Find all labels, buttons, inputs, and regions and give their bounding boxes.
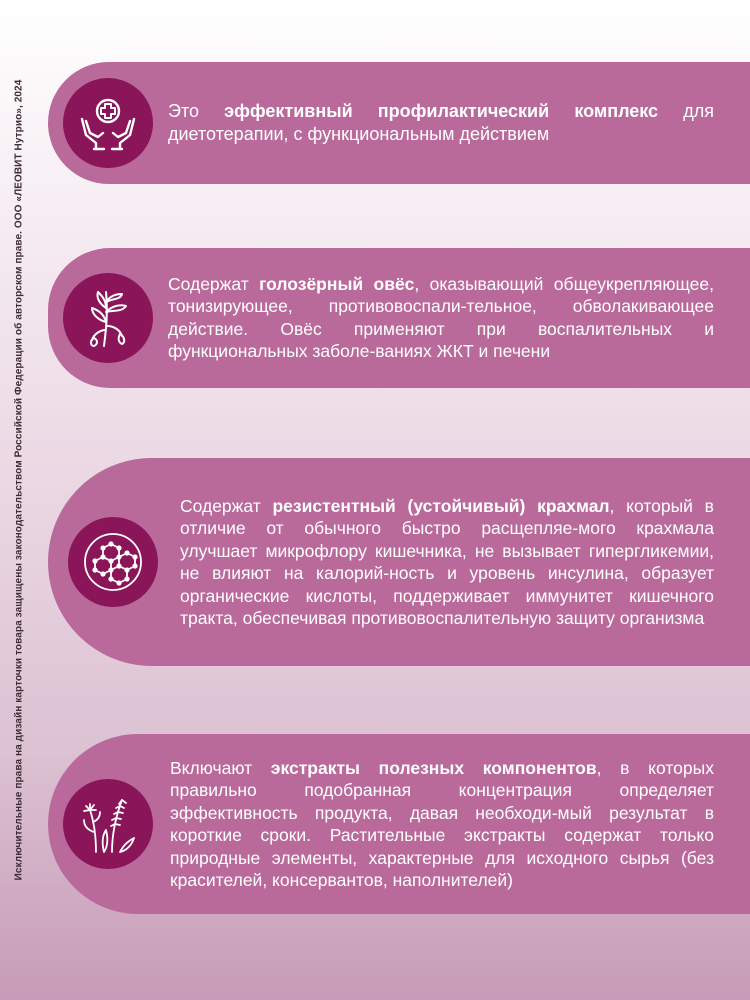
medical-hands-icon xyxy=(76,91,140,155)
card-text: Это эффективный профилактический комплекс для диетотерапии, с функциональным действием xyxy=(168,100,714,144)
icon-circle xyxy=(63,78,153,168)
feature-card-oats xyxy=(48,248,750,388)
feature-card-resistant-starch xyxy=(48,458,750,666)
card-text: Содержат резистентный (устойчивый) крахмал, который в отличие от обычного быстро расщепляе-мого крахмала улучшает микрофлору кишечника, не вызывает гипергликемии, не влияют на калорий-ность и уровень инсулина, образует органические кислоты, поддерживает иммунитет кишечного тракта, обеспечивая противовоспалительную защиту организма xyxy=(180,495,714,628)
herbs-icon xyxy=(76,792,140,856)
card-highlight: экстракты полезных компонентов xyxy=(270,757,597,778)
card-highlight: резистентный (устойчивый) крахмал xyxy=(272,495,610,516)
card-text: Содержат голозёрный овёс, оказывающий общеукрепляющее, тонизирующее, противовоспали-тельное, обволакивающее действие. Овёс применяют при воспалительных и функциональных заболе-ваниях ЖКТ и печени xyxy=(168,274,714,362)
icon-circle xyxy=(63,779,153,869)
copyright-notice xyxy=(12,40,26,920)
card-highlight: голозёрный овёс xyxy=(259,274,415,295)
card-text: Включают экстракты полезных компонентов, в которых правильно подобранная концентрация определяет эффективность продукта, давая необходи-мый результат в короткие сроки. Растительные экстракты содержат только природные элементы, характерные для исходного сырья (без красителей, консервантов, наполнителей) xyxy=(170,757,714,890)
card-highlight: эффективный профилактический комплекс xyxy=(224,100,659,121)
molecule-icon xyxy=(81,530,145,594)
feature-card-extracts xyxy=(48,734,750,914)
icon-circle xyxy=(63,273,153,363)
oat-plant-icon xyxy=(76,286,140,350)
feature-card-prophylactic xyxy=(48,62,750,184)
icon-circle xyxy=(68,517,158,607)
copyright-text: Исключительные права на дизайн карточки товара защищены законодательством Российской Федерации об авторском праве. ООО «ЛЕОВИТ Нутрио», 2024 xyxy=(13,79,25,881)
